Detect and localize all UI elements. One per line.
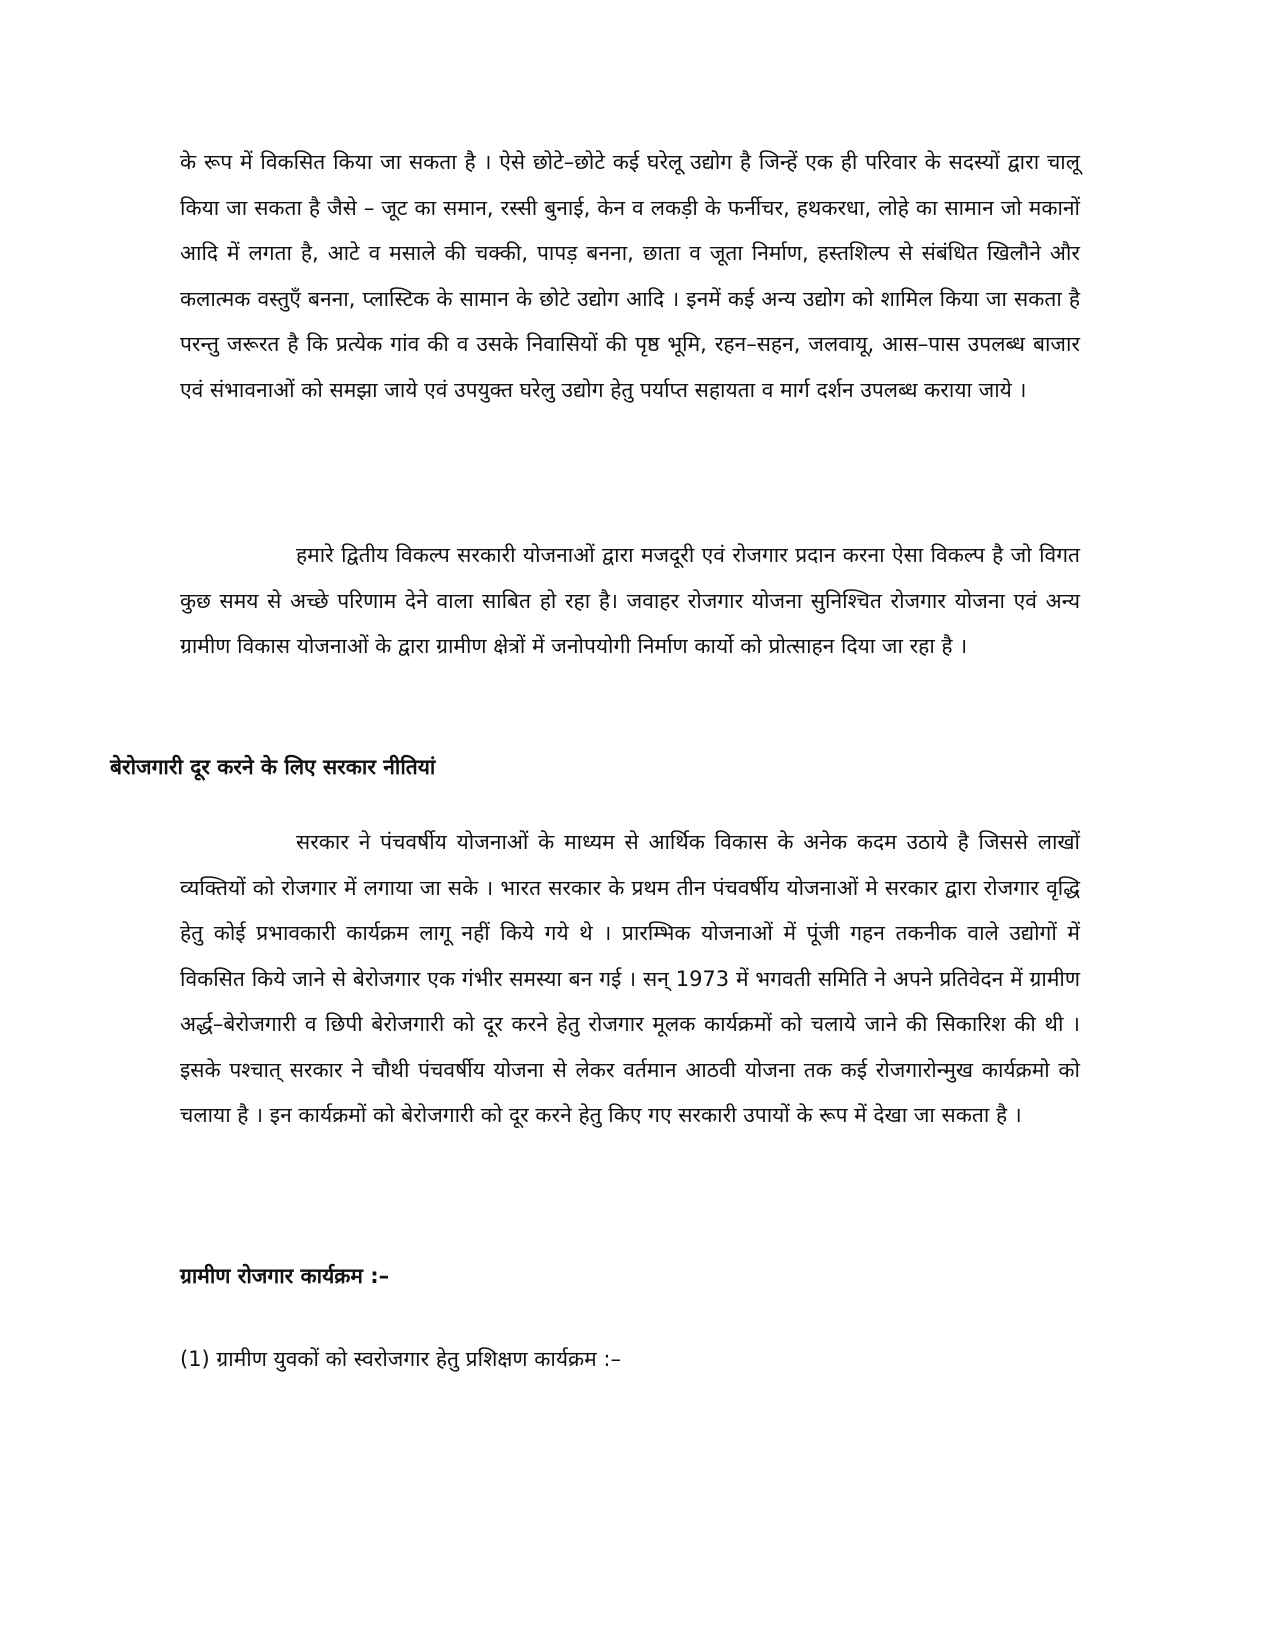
subsection-heading: ग्रामीण रोजगार कार्यक्रम :– <box>180 1264 390 1288</box>
paragraph-five-year-plans: सरकार ने पंचवर्षीय योजनाओं के माध्यम से आर्थिक विकास के अनेक कदम उठाये है जिससे लाखों व्यक्तियों को रोजगार में लगाया जा सके । भारत सरकार के प्रथम तीन पंचवर्षीय योजनाओं मे सरकार द्वारा रोजगार वृद्धि हेतु कोई प्रभावकारी कार्यक्रम लागू नहीं किये गये थे । प्रारम्भिक योजनाओं में पूंजी गहन तकनीक वाले उद्योगों में विकसित किये जाने से बेरोजगार एक गंभीर समस्या बन गई । सन् 1973 में भगवती समिति ने अपने प्रतिवेदन में ग्रामीण अर्द्ध–बेरोजगारी व छिपी बेरोजगारी को दूर करने हेतु रोजगार मूलक कार्यक्रमों को चलाये जाने की सिकारिश की थी । इसके पश्चात् सरकार ने चौथी पंचवर्षीय योजना से लेकर वर्तमान आठवी योजना तक कई रोजगारोन्मुख कार्यक्रमो को चलाया है । इन कार्यक्रमों को बेरोजगारी को दूर करने हेतु किए गए सरकारी उपायों के रूप में देखा जा सकता है । <box>180 830 1080 1127</box>
paragraph-government-schemes: हमारे द्वितीय विकल्प सरकारी योजनाओं द्वारा मजदूरी एवं रोजगार प्रदान करना ऐसा विकल्प है जो विगत कुछ समय से अच्छे परिणाम देने वाला साबित हो रहा है। जवाहर रोजगार योजना सुनिश्चित रोजगार योजना एवं अन्य ग्रामीण विकास योजनाओं के द्वारा ग्रामीण क्षेत्रों में जनोपयोगी निर्माण कार्यो को प्रोत्साहन दिया जा रहा है । <box>180 543 1080 658</box>
section-heading: बेरोजगारी दूर करने के लिए सरकार नीतियां <box>110 755 436 779</box>
paragraph-cottage-industries: के रूप में विकसित किया जा सकता है । ऐसे छोटे–छोटे कई घरेलू उद्योग है जिन्हें एक ही परिवार के सदस्यों द्वारा चालू किया जा सकता है जैसे – जूट का समान, रस्सी बुनाई, केन व लकड़ी के फर्नीचर, हथकरधा, लोहे का सामान जो मकानों आदि में लगता है, आटे व मसाले की चक्की, पापड़ बनना, छाता व जूता निर्माण, हस्तशिल्प से संबंधित खिलौने और कलात्मक वस्तुएँ बनना, प्लास्टिक के सामान के छोटे उद्योग आदि । इनमें कई अन्य उद्योग को शामिल किया जा सकता है परन्तु जरूरत है कि प्रत्येक गांव की व उसके निवासियों की पृष्ठ भूमि, रहन–सहन, जलवायू, आस–पास उपलब्ध बाजार एवं संभावनाओं को समझा जाये एवं उपयुक्त घरेलु उद्योग हेतु पर्याप्त सहायता व मार्ग दर्शन उपलब्ध कराया जाये । <box>180 150 1080 402</box>
list-item: (1) ग्रामीण युवकों को स्वरोजगार हेतु प्रशिक्षण कार्यक्रम :– <box>180 1347 621 1371</box>
